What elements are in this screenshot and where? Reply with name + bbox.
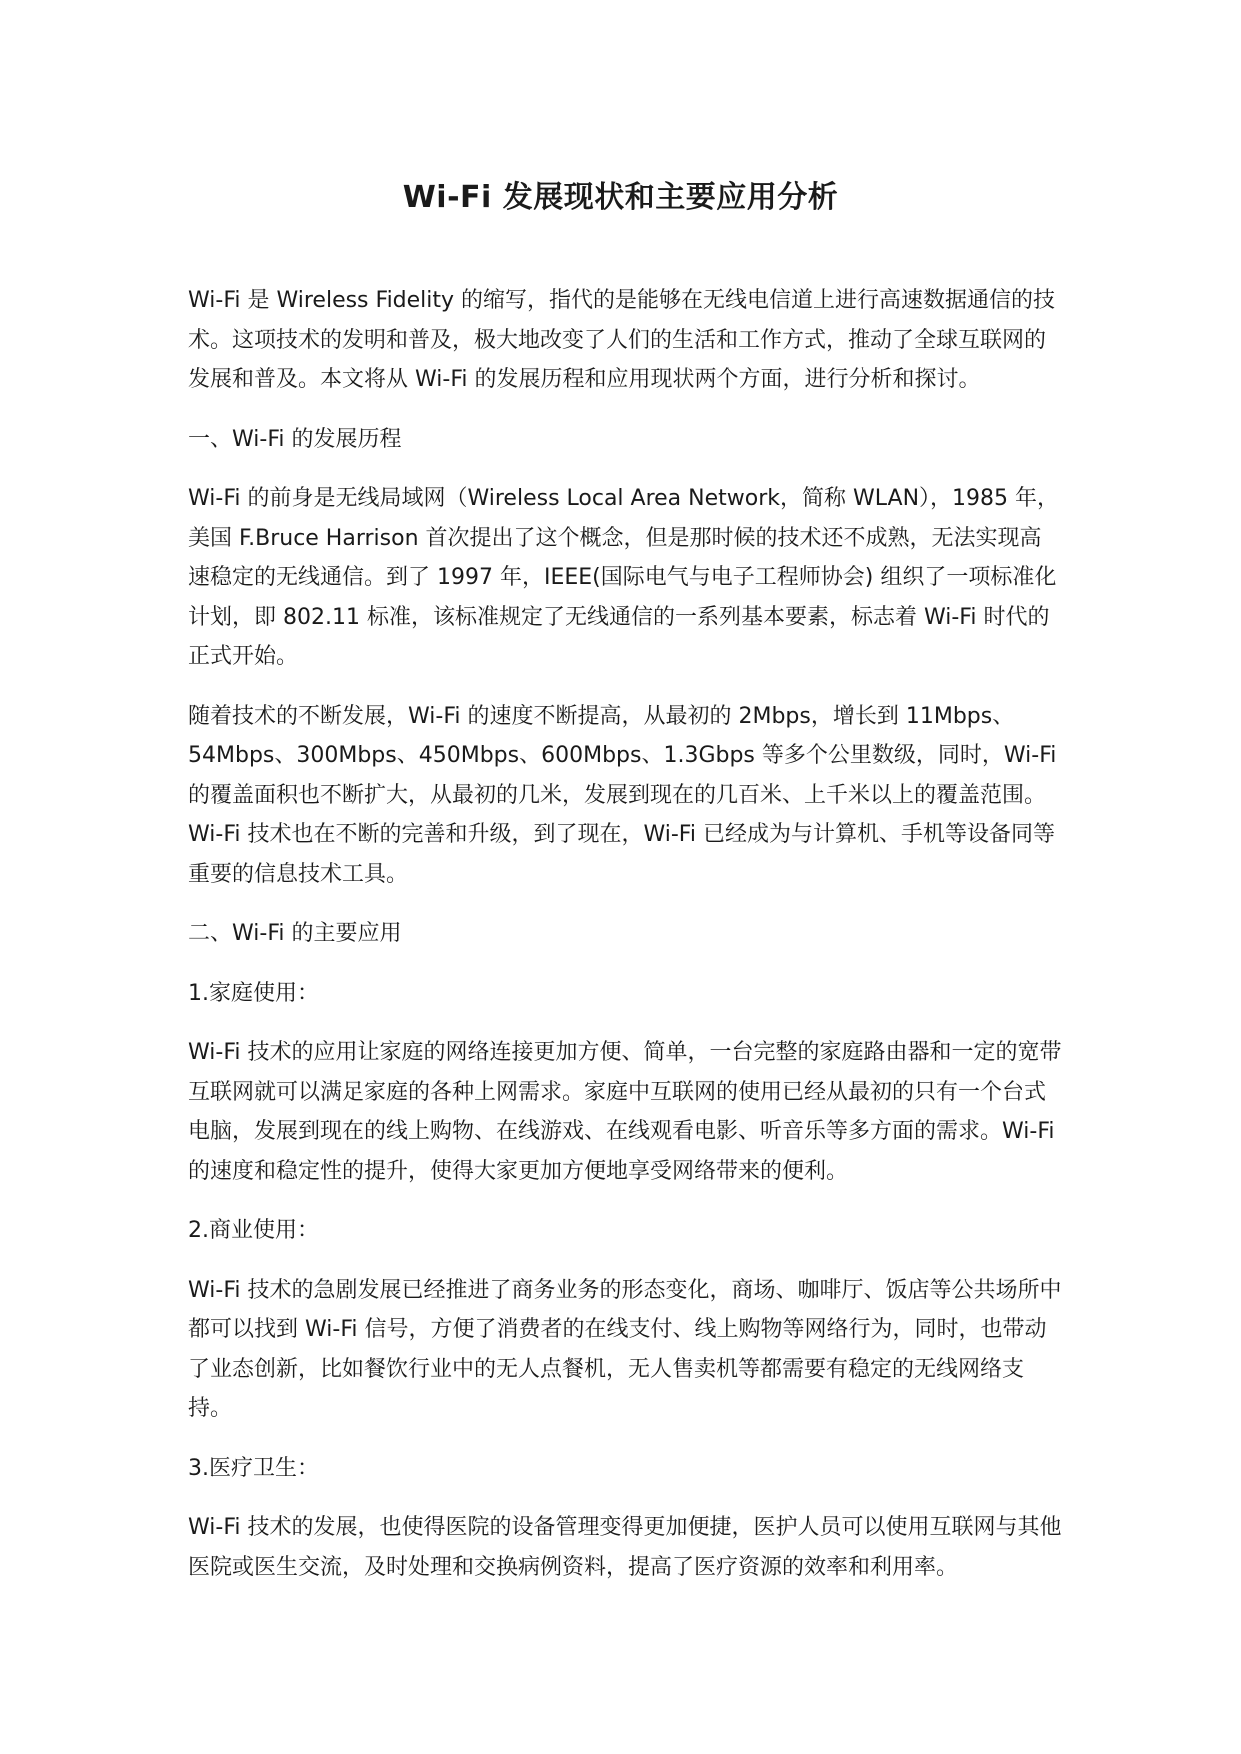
- document-title: Wi-Fi 发展现状和主要应用分析: [402, 180, 839, 215]
- subheading-business: 2.商业使用：: [188, 1218, 319, 1243]
- home-paragraph: Wi-Fi 技术的应用让家庭的网络连接更加方便、简单，一台完整的家庭路由器和一定的宽带互联网就可以满足家庭的各种上网需求。家庭中互联网的使用已经从最初的只有一个台式电脑，发展到现在的线上购物、在线游戏、在线观看电影、听音乐等多方面的需求。Wi-Fi 的速度和稳定性的提升，使得大家更加方便地享受网络带来的便利。: [188, 1040, 1062, 1184]
- document-body: [188, 281, 1063, 1607]
- medical-paragraph: Wi-Fi 技术的发展，也使得医院的设备管理变得更加便捷，医护人员可以使用互联网与其他医院或医生交流，及时处理和交换病例资料，提高了医疗资源的效率和利用率。: [188, 1515, 1062, 1580]
- business-paragraph: Wi-Fi 技术的急剧发展已经推进了商务业务的形态变化，商场、咖啡厅、饭店等公共场所中都可以找到 Wi-Fi 信号，方便了消费者的在线支付、线上购物等网络行为，同时，也带动了业态创新，比如餐饮行业中的无人点餐机，无人售卖机等都需要有稳定的无线网络支持。: [188, 1277, 1062, 1421]
- section-heading-applications: 二、Wi-Fi 的主要应用: [188, 921, 402, 946]
- history-paragraph-2: 随着技术的不断发展，Wi-Fi 的速度不断提高，从最初的 2Mbps，增长到 11Mbps、54Mbps、300Mbps、450Mbps、600Mbps、1.3Gbps 等多个公里数级，同时，Wi-Fi 的覆盖面积也不断扩大，从最初的几米，发展到现在的几百米、上千米以上的覆盖范围。Wi-Fi 技术也在不断的完善和升级，到了现在，Wi-Fi 已经成为与计算机、手机等设备同等重要的信息技术工具。: [188, 703, 1057, 887]
- subheading-medical: 3.医疗卫生：: [188, 1455, 319, 1481]
- subheading-home: 1.家庭使用：: [188, 980, 319, 1006]
- history-paragraph-1: Wi-Fi 的前身是无线局域网（Wireless Local Area Network，简称 WLAN），1985 年，美国 F.Bruce Harrison 首次提出了这个概念，但是那时候的技术还不成熟，无法实现高速稳定的无线通信。到了 1997 年，IEEE(国际电气与电子工程师协会) 组织了一项标准化计划，即 802.11 标准，该标准规定了无线通信的一系列基本要素，标志着 Wi-Fi 时代的正式开始。: [188, 486, 1060, 669]
- section-heading-history: 一、Wi-Fi 的发展历程: [188, 426, 402, 452]
- intro-paragraph: Wi-Fi 是 Wireless Fidelity 的缩写，指代的是能够在无线电信道上进行高速数据通信的技术。这项技术的发明和普及，极大地改变了人们的生活和工作方式，推动了全球互联网的发展和普及。本文将从 Wi-Fi 的发展历程和应用现状两个方面，进行分析和探讨。: [188, 288, 1056, 392]
